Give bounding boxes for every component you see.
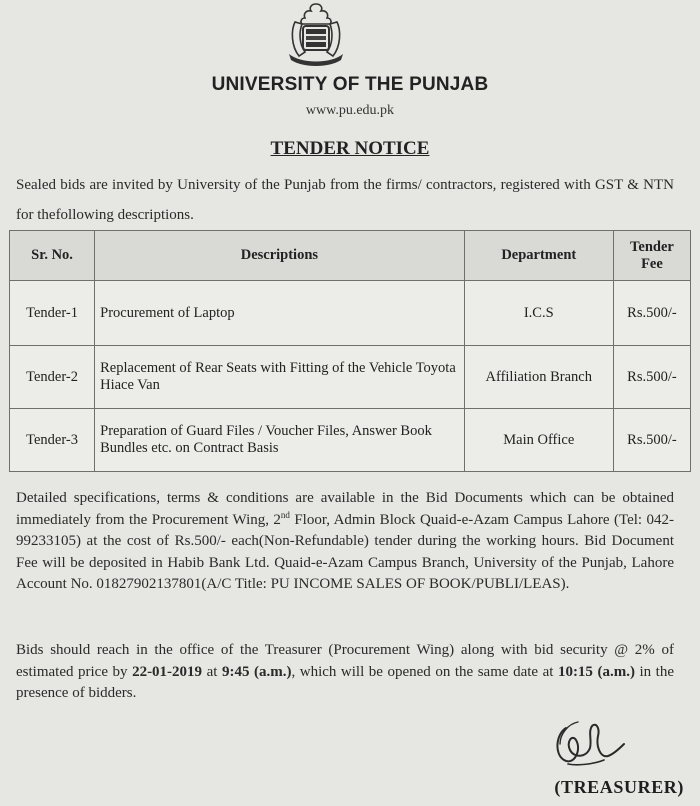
submission-text-c: , which will be opened on the same date at [291, 663, 558, 680]
department-cell: I.C.S [464, 281, 613, 346]
notice-title: TENDER NOTICE [270, 138, 430, 159]
description-cell: Procurement of Laptop [95, 281, 465, 346]
sr-no-cell: Tender-3 [10, 409, 95, 472]
header-descriptions: Descriptions [95, 231, 465, 281]
table-row [10, 346, 691, 409]
submission-time: 9:45 (a.m.) [221, 663, 292, 680]
specifications-text-b: Floor, Admin Block Quaid-e-Azam Campus Lahore (Tel: 042-99233105) at the cost of Rs.500/- each(Non-Refundable) tender during the working hours. Bid Document Fee will be deposited in Habib Bank Ltd. Quaid-e-Azam Campus Branch, University of the Punjab, Lahore Account No. 01827902137801(A/C Title: PU INCOME SALES OF BOOK/PUBLI/LEAS). [16, 511, 674, 592]
handwritten-signature [548, 714, 630, 776]
header-tender-fee: Tender Fee [613, 231, 690, 281]
submission-text-b: at [202, 663, 222, 680]
website-url: www.pu.edu.pk [305, 103, 395, 118]
fee-cell: Rs.500/- [613, 409, 690, 472]
intro-paragraph: Sealed bids are invited by University of the Punjab from the firms/ contractors, registered with GST & NTN for thefollowing descriptions. [16, 177, 674, 223]
header-sr-no: Sr. No. [10, 231, 95, 281]
department-cell: Main Office [464, 409, 613, 472]
university-name: UNIVERSITY OF THE PUNJAB [211, 74, 489, 95]
sr-no-cell: Tender-2 [10, 346, 95, 409]
specifications-text-a: Detailed specifications, terms & conditions are available in the Bid Documents which can be obtained immediately from the Procurement Wing, 2 [16, 490, 674, 528]
submission-date: 22-01-2019 [132, 663, 203, 680]
opening-time: 10:15 (a.m.) [557, 663, 635, 680]
fee-cell: Rs.500/- [613, 281, 690, 346]
tender-table [9, 230, 691, 472]
description-cell: Replacement of Rear Seats with Fitting of the Vehicle Toyota Hiace Van [95, 346, 465, 409]
floor-ordinal-suffix: nd [280, 509, 290, 520]
submission-paragraph [16, 640, 674, 705]
submission-text-a: Bids should reach in the office of the Treasurer (Procurement Wing) along with bid security @ 2% of estimated price by [16, 642, 674, 680]
table-header-row [10, 231, 691, 281]
description-cell: Preparation of Guard Files / Voucher Files, Answer Book Bundles etc. on Contract Basis [95, 409, 465, 472]
table-row [10, 281, 691, 346]
specifications-paragraph [16, 488, 674, 596]
sr-no-cell: Tender-1 [10, 281, 95, 346]
department-cell: Affiliation Branch [464, 346, 613, 409]
university-crest-logo [281, 2, 351, 66]
table-row [10, 409, 691, 472]
submission-text-d: in the presence of bidders. [16, 663, 675, 701]
signatory-title: (TREASURER) [554, 777, 684, 797]
header-department: Department [464, 231, 613, 281]
fee-cell: Rs.500/- [613, 346, 690, 409]
